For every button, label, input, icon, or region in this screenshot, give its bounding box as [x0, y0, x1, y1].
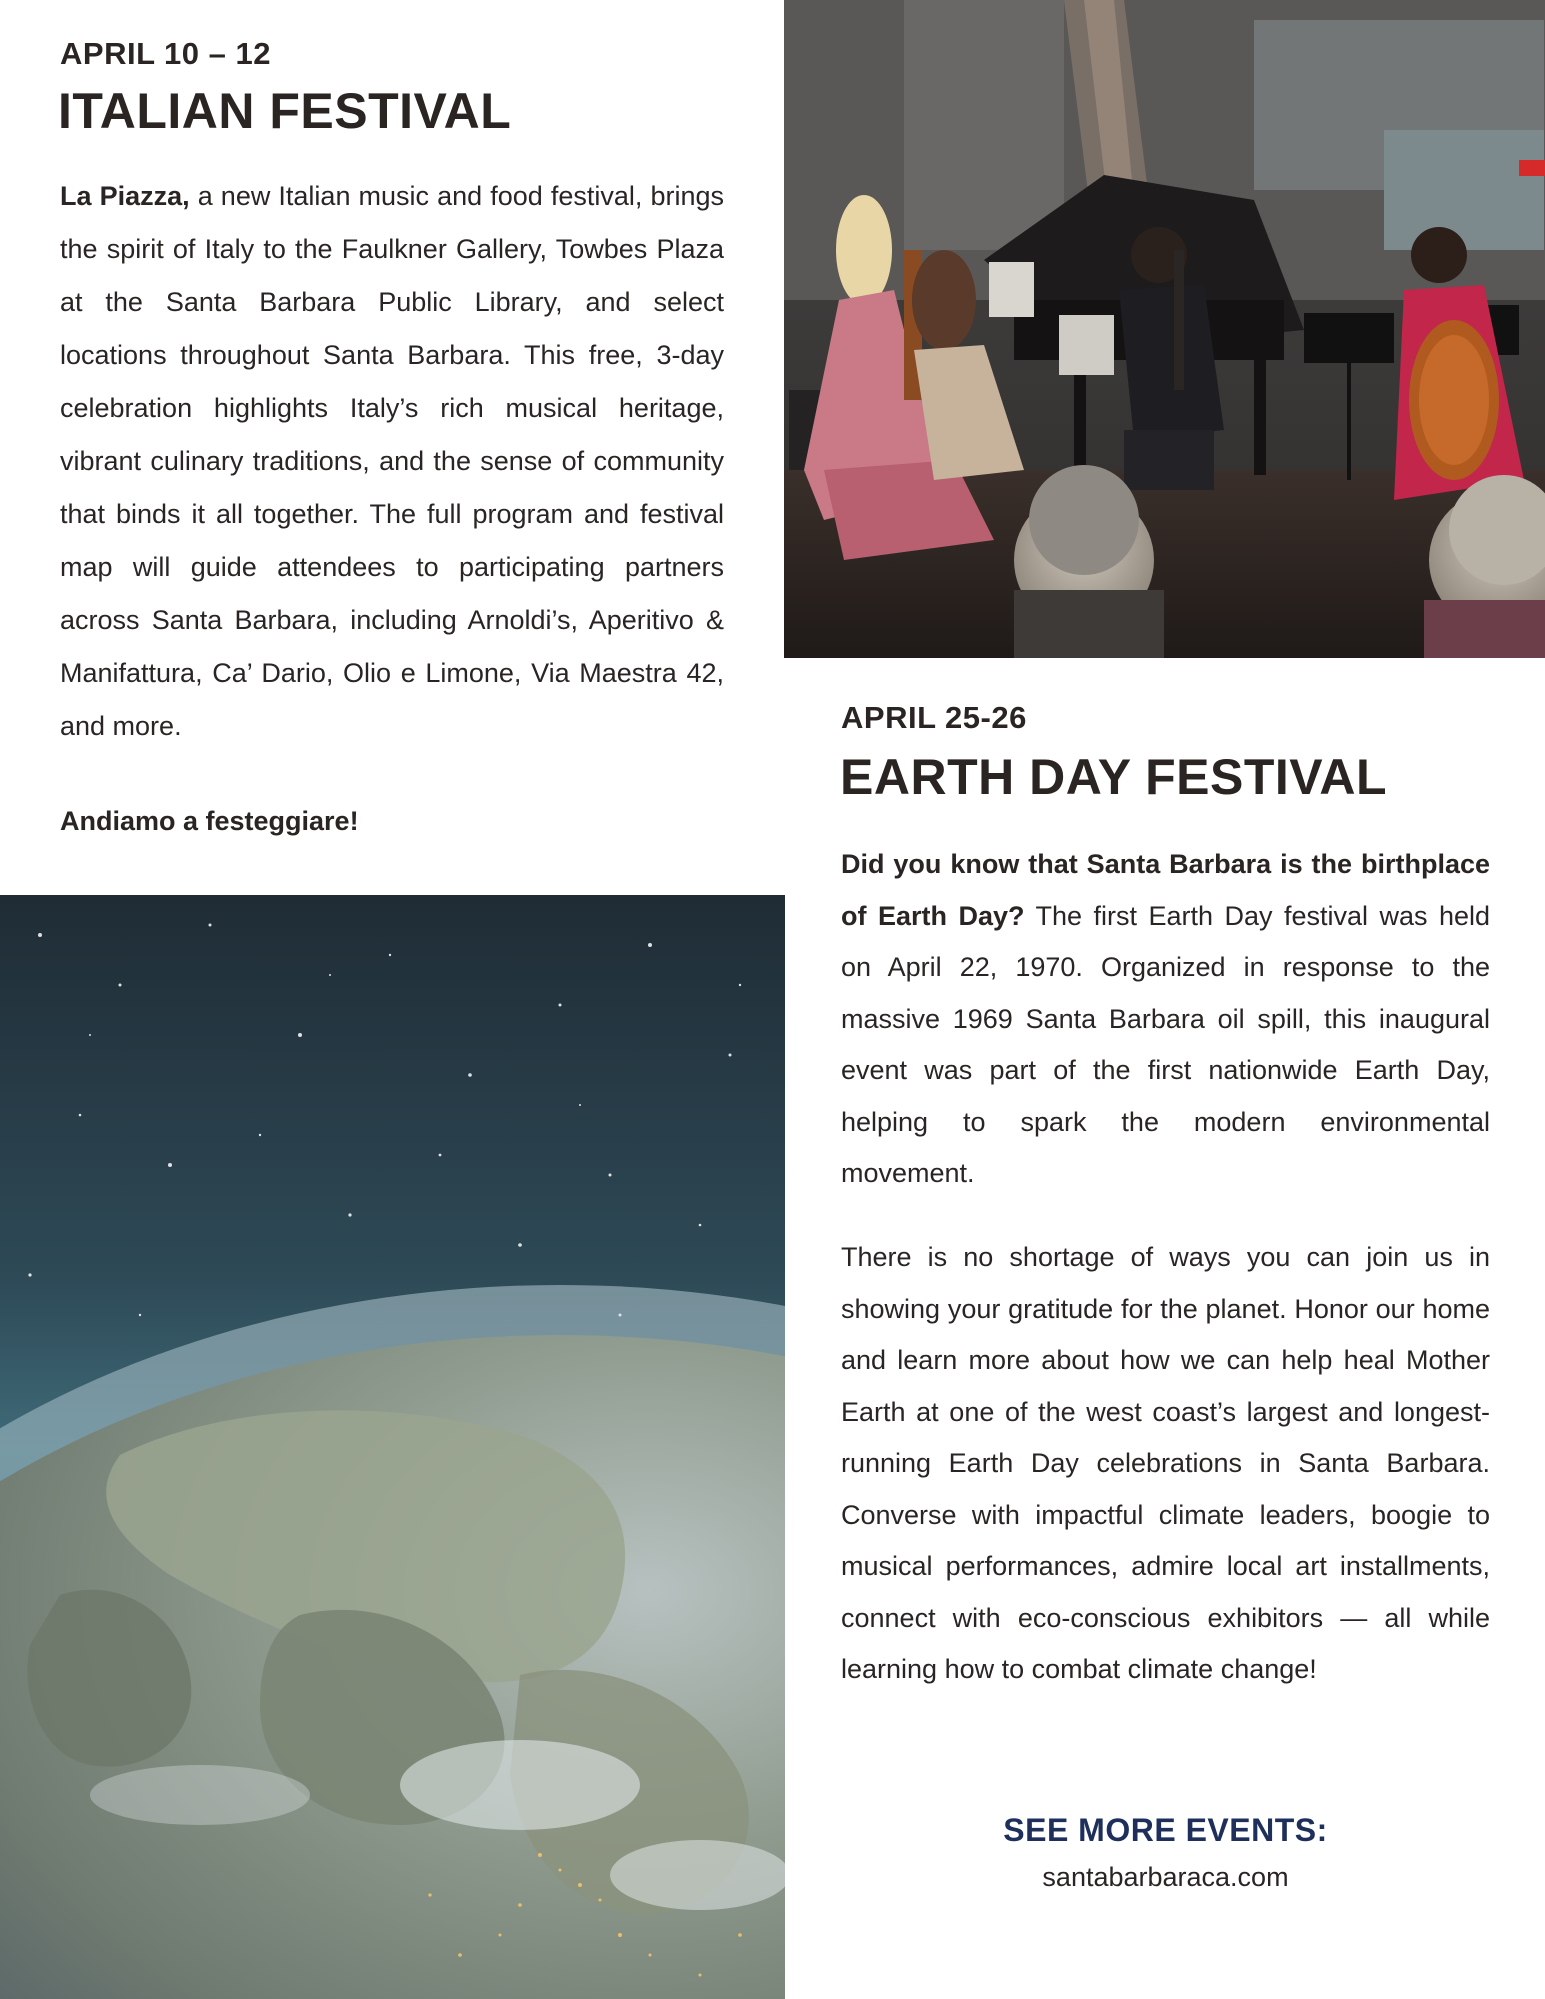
- earth-day-festival-title: EARTH DAY FESTIVAL: [840, 749, 1388, 805]
- see-more-events-heading: SEE MORE EVENTS:: [1003, 1812, 1328, 1848]
- earth-photo: [0, 895, 785, 1999]
- earth-photo-image: [0, 895, 785, 1999]
- italian-festival-lead: La Piazza,: [60, 181, 190, 211]
- concert-photo-image: [784, 0, 1545, 658]
- italian-festival-text: a new Italian music and food festival, brings the spirit of Italy to the Faulkner Gallery, Towbes Plaza at the Santa Barbara Public Library, and select locations throughout Santa Barbara. This free, 3-day celebration highlights Italy’s rich musical heritage, vibrant culinary traditions, and the sense of community that binds it all together. The full program and festival map will guide attendees to participating partners across Santa Barbara, including Arnoldi’s, Aperitivo & Manifattura, Ca’ Dario, Olio e Limone, Via Maestra 42, and more.: [60, 181, 724, 741]
- earth-day-body-1: [841, 839, 1490, 1200]
- earth-day-festival-date: APRIL 25-26: [841, 700, 1027, 735]
- italian-festival-date: APRIL 10 – 12: [60, 36, 271, 71]
- earth-day-text-1: The first Earth Day festival was held on April 22, 1970. Organized in response to the massive 1969 Santa Barbara oil spill, this inaugural event was part of the first nationwide Earth Day, helping to spark the modern environmental movement.: [841, 900, 1490, 1188]
- italian-festival-body: [60, 170, 724, 753]
- earth-day-lead: Did you know that Santa Barbara is the birthplace of Earth Day?: [841, 849, 1490, 931]
- italian-festival-title: ITALIAN FESTIVAL: [58, 83, 512, 139]
- earth-day-body-2: There is no shortage of ways you can join us in showing your gratitude for the planet. Honor our home and learn more about how we can help heal Mother Earth at one of the west coast’s largest and longest-running Earth Day celebrations in Santa Barbara. Converse with impactful climate leaders, boogie to musical performances, admire local art installments, connect with eco-conscious exhibitors — all while learning how to combat climate change!: [841, 1242, 1490, 1684]
- concert-photo: [784, 0, 1545, 658]
- italian-festival-closing: Andiamo a festeggiare!: [60, 806, 359, 836]
- website-link[interactable]: santabarbaraca.com: [1042, 1862, 1289, 1892]
